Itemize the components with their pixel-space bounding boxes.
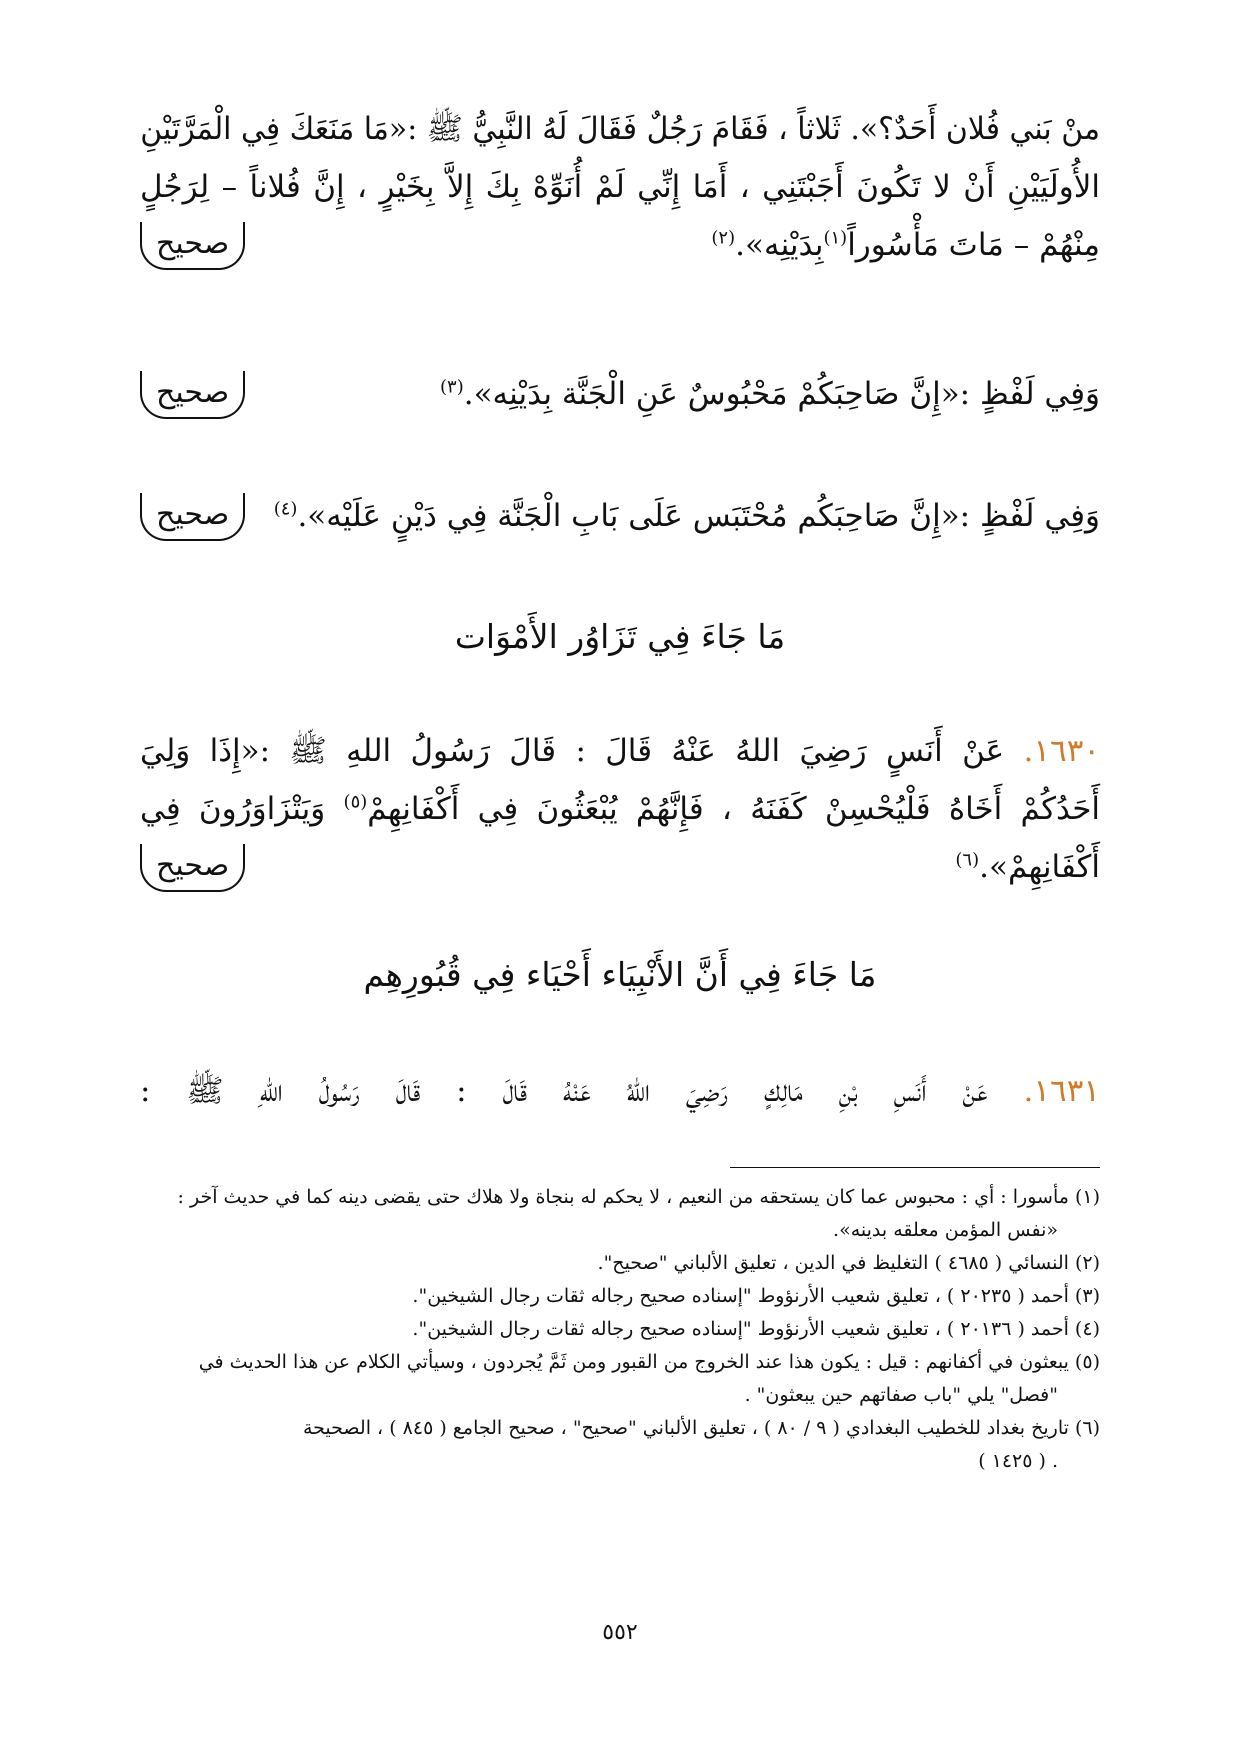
hadith-number: ١٦٣٠. — [1023, 733, 1100, 769]
footnote-ref[interactable]: (٣) — [439, 376, 464, 398]
footnote: (١) مأسورا : أي : محبوس عما كان يستحقه من النعيم ، لا يحكم له بنجاة ولا هلاك حتى يقضى دينه كما في حديث آخر : — [177, 1186, 1100, 1208]
footnote: (٣) أحمد ( ٢٠٢٣٥ ) ، تعليق شعيب الأرنؤوط "إسناده صحيح رجاله ثقات رجال الشيخين". — [412, 1285, 1100, 1307]
footnote-continuation: "فصل" يلي "باب صفاتهم حين يبعثون" . — [744, 1384, 1058, 1406]
hadith-continuation — [140, 100, 1100, 274]
footnote-ref[interactable]: (٦) — [955, 849, 980, 871]
grade-badge: صحيح — [140, 493, 245, 541]
text-line: أَكْفَانِهِمْ».$^{(٦)}$ صحيح — [140, 838, 1100, 896]
footnote-continuation: . ( ١٤٢٥ ) — [978, 1450, 1058, 1472]
page-number: ٥٥٢ — [602, 1620, 638, 1645]
footnote-continuation: «نفس المؤمن معلقه بدينه». — [833, 1219, 1058, 1241]
text-line: الأُولَيَيْنِ أَنْ لا تَكُونَ أَجَبْتَنِي ، أَمَا إِنِّي لَمْ أُنَوِّهْ بِكَ إِلاَّ بِخَيْرٍ ، إِنَّ فُلاناً – لِرَجُلٍ — [140, 169, 1100, 205]
grade-badge: صحيح — [140, 371, 245, 419]
section-heading: مَا جَاءَ فِي أَنَّ الأَنْبِيَاء أَحْيَاء فِي قُبُورِهِم — [363, 955, 877, 994]
text-line: أَحَدُكُمْ أَخَاهُ فَلْيُحْسِنْ كَفَنَهُ ، فَإِنَّهُمْ يُبْعَثُونَ فِي أَكْفَانِهِمْ$^{(٥)}$ وَيَتْزَاوَرُونَ فِي — [140, 791, 1100, 827]
footnotes — [140, 1181, 1100, 1478]
text-line: منْ بَني فُلان أَحَدٌ؟». ثَلاثاً ، فَقَامَ رَجُلٌ فَقَالَ لَهُ النَّبِيُّ ﷺ :«مَا مَنَعَكَ فِي الْمَرَّتَيْنِ — [140, 111, 1101, 147]
hadith-number: ١٦٣١. — [1023, 1073, 1100, 1109]
variant-wording — [140, 487, 1100, 545]
grade-badge: صحيح — [140, 222, 245, 270]
footnote-separator — [730, 1167, 1100, 1168]
footnote-ref[interactable]: (٢) — [711, 227, 736, 249]
footnote-ref[interactable]: (١) — [823, 227, 848, 249]
text-line: وَفِي لَفْظٍ :«إِنَّ صَاحِبَكُم مُحْتَبَس عَلَى بَابِ الْجَنَّة فِي دَيْنٍ عَلَيْه».$^{(٤)}$ صحيح — [140, 487, 1100, 545]
footnote: (٦) تاريخ بغداد للخطيب البغدادي ( ٩ / ٨٠ ) ، تعليق الألباني "صحيح" ، صحيح الجامع ( ٨٤٥ ) ، الصحيحة — [302, 1417, 1100, 1439]
footnote-ref[interactable]: (٤) — [273, 498, 298, 520]
text-line: وَفِي لَفْظٍ :«إِنَّ صَاحِبَكُمْ مَحْبُوسٌ عَنِ الْجَنَّة بِدَيْنِه».$^{(٣)}$ صحيح — [140, 365, 1100, 423]
text-line: ١٦٣١. عَنْ أَنَسِ بْنِ مَالِكٍ رَضِيَ اللهُ عَنْهُ قَالَ : قَالَ رَسُولُ اللهِ ﷺ : — [140, 1073, 1100, 1109]
footnote: (٢) النسائي ( ٤٦٨٥ ) التغليظ في الدين ، تعليق الألباني "صحيح". — [597, 1252, 1100, 1274]
footnote-ref[interactable]: (٥) — [343, 791, 368, 813]
section-heading: مَا جَاءَ فِي تَزَاوُر الأَمْوَات — [454, 617, 786, 656]
footnote: (٥) يبعثون في أكفانهم : قيل : يكون هذا عند الخروج من القبور ومن ثَمَّ يُجردون ، وسيأتي الكلام عن هذا الحديث في — [198, 1351, 1100, 1373]
text-line: مِنْهُمْ – مَاتَ مَأْسُوراً$^{(١)}$بِدَيْنِه».$^{(٢)}$ صحيح — [140, 216, 1100, 274]
footnote: (٤) أحمد ( ٢٠١٣٦ ) ، تعليق شعيب الأرنؤوط "إسناده صحيح رجاله ثقات رجال الشيخين". — [412, 1318, 1100, 1340]
hadith-1631 — [140, 1062, 1100, 1120]
hadith-1630 — [140, 722, 1100, 896]
text-line: ١٦٣٠. عَنْ أَنَسٍ رَضِيَ اللهُ عَنْهُ قَالَ : قَالَ رَسُولُ اللهِ ﷺ :«إِذَا وَلِيَ — [140, 733, 1100, 769]
grade-badge: صحيح — [140, 844, 245, 892]
variant-wording — [140, 365, 1100, 423]
